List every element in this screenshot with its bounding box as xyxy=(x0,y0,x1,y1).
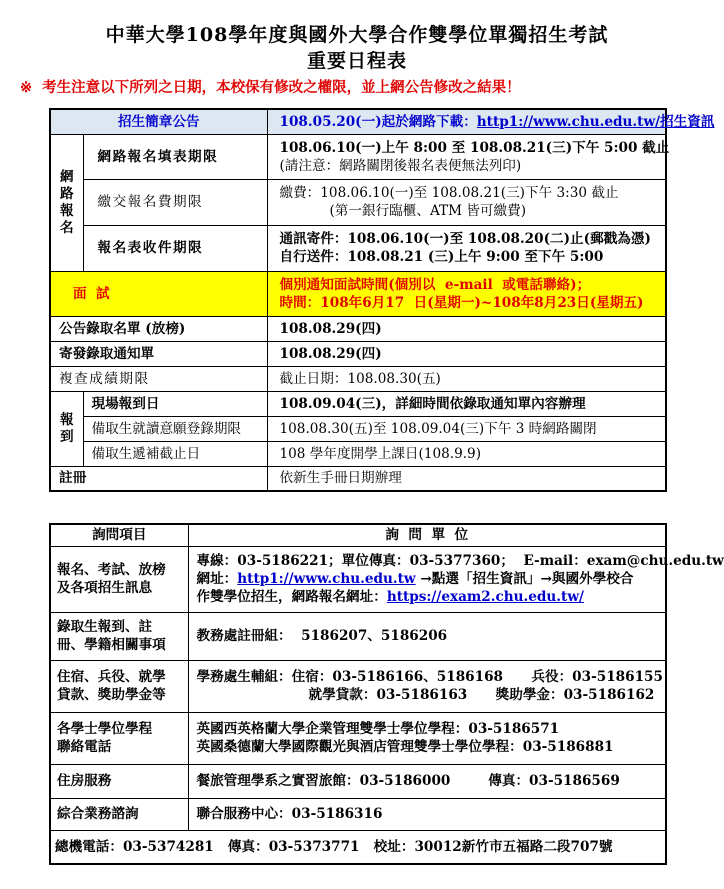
announcement-prefix: 108.05.20(一)起於網路下載： xyxy=(279,113,477,130)
interview-line2: 時間：108年6月17 日(星期一)~108年8月23日(星期五) xyxy=(279,294,644,311)
contact-item xyxy=(50,712,188,764)
contact-footer: 總機電話：03-5374281 傳真：03-5373771 校址：30012新竹市五福路二段707號 xyxy=(50,830,666,864)
waitlist-fill-value: 108 學年度開學上課日(108.9.9) xyxy=(267,441,666,466)
reg-form-deadline-line2: (請注意：網路關閉後報名表便無法列印) xyxy=(279,157,522,174)
contact-item-line: 報名、考試、放榜 xyxy=(57,562,166,578)
website-link[interactable]: http1://www.chu.edu.tw xyxy=(237,571,416,587)
onsite-report-value: 108.09.04(三)，詳細時間依錄取通知單內容辦理 xyxy=(267,391,666,416)
admission-list-value: 108.08.29(四) xyxy=(267,316,666,341)
contact-unit xyxy=(188,660,666,712)
contact-item-line: 貸款、獎助學金等 xyxy=(57,687,166,703)
contact-header-row xyxy=(50,524,666,546)
contact-item xyxy=(50,660,188,712)
contact-unit: 餐旅管理學系之實習旅館：03-5186000 傳真：03-5186569 xyxy=(188,764,666,798)
notice-mail-value: 108.08.29(四) xyxy=(267,341,666,366)
contact-row xyxy=(50,546,666,612)
contact-line: 就學貸款：03-5186163 獎助學金：03-5186162 xyxy=(308,687,655,703)
notice-mark: ※ xyxy=(20,79,33,96)
fee-deadline-label: 繳交報名費期限 xyxy=(83,179,267,225)
form-receipt-line1: 通訊寄件：108.06.10(一)至 108.08.20(二)止(郵戳為憑) xyxy=(279,231,651,247)
contact-row xyxy=(50,764,666,798)
contact-table xyxy=(49,523,724,865)
contact-unit: 教務處註冊組： 5186207、5186206 xyxy=(188,612,666,660)
interview-value xyxy=(267,271,666,316)
contact-item: 住房服務 xyxy=(50,764,188,798)
announcement-row xyxy=(50,109,666,134)
reg-form-deadline-label: 網路報名填表期限 xyxy=(83,134,267,179)
waitlist-intent-label: 備取生就讀意願登錄期限 xyxy=(83,416,267,441)
schedule-table xyxy=(49,108,715,492)
online-registration-group-label: 網 路 報 名 xyxy=(50,134,83,271)
waitlist-intent-value: 108.08.30(五)至 108.09.04(三)下午 3 時網路關閉 xyxy=(267,416,666,441)
online-reg-row-3 xyxy=(50,225,666,271)
contact-row xyxy=(50,612,666,660)
contact-line: 英國西英格蘭大學企業管理雙學士學位學程：03-5186571 xyxy=(196,721,560,737)
admission-list-row xyxy=(50,316,666,341)
score-review-row xyxy=(50,366,666,391)
notice xyxy=(20,76,521,97)
enrollment-value: 依新生手冊日期辦理 xyxy=(267,466,666,491)
form-receipt-deadline-value xyxy=(267,225,666,271)
waitlist-fill-label: 備取生遞補截止日 xyxy=(83,441,267,466)
contact-line: 學務處生輔組：住宿：03-5186166、5186168 兵役：03-5186155 xyxy=(196,669,663,685)
page-title: 中華大學108學年度與國外大學合作雙學位單獨招生考試 xyxy=(105,24,609,46)
contact-unit xyxy=(188,546,724,612)
contact-item-line: 各學士學位學程 xyxy=(57,721,153,737)
online-reg-row-2 xyxy=(50,179,666,225)
contact-item xyxy=(50,546,188,612)
fee-deadline-line1: 繳費：108.06.10(一)至 108.08.21(三)下午 3:30 截止 xyxy=(279,185,619,201)
contact-item-line: 錄取生報到、註 xyxy=(57,619,153,635)
contact-row xyxy=(50,798,666,830)
fee-deadline-line2: (第一銀行臨櫃、ATM 皆可繳費) xyxy=(329,203,527,219)
form-receipt-line2: 自行送件：108.08.21 (三)上午 9:00 至下午 5:00 xyxy=(279,249,604,265)
contact-line: 專線：03-5186221；單位傳真：03-5377360； E-mail：exam@chu.edu.tw xyxy=(196,553,724,569)
contact-item-line: 住宿、兵役、就學 xyxy=(57,669,166,685)
onsite-report-label: 現場報到日 xyxy=(83,391,267,416)
contact-row xyxy=(50,712,666,764)
contact-line: 作雙學位招生，網路報名網址：https://exam2.chu.edu.tw/ xyxy=(196,589,584,605)
notice-text: 考生注意以下所列之日期，本校保有修改之權限，並上網公告修改之結果！ xyxy=(42,79,521,96)
enrollment-label: 註冊 xyxy=(50,466,267,491)
announcement-label: 招生簡章公告 xyxy=(50,109,267,134)
contact-item-line: 聯絡電話 xyxy=(57,739,112,755)
announcement-value xyxy=(267,109,715,134)
contact-item-line: 冊、學籍相關事項 xyxy=(57,637,166,653)
contact-line: 英國桑德蘭大學國際觀光與酒店管理雙學士學位學程：03-5186881 xyxy=(196,739,614,755)
contact-header-unit: 詢 問 單 位 xyxy=(188,524,666,546)
registration-link[interactable]: https://exam2.chu.edu.tw/ xyxy=(386,589,584,605)
contact-item xyxy=(50,612,188,660)
contact-row xyxy=(50,660,666,712)
page-subtitle: 重要日程表 xyxy=(306,50,407,72)
online-reg-row-1 xyxy=(50,134,666,179)
report-row-2 xyxy=(50,416,666,441)
contact-header-item: 詢問項目 xyxy=(50,524,188,546)
contact-line: 網址：http1://www.chu.edu.tw →點選「招生資訊」→與國外學校合 xyxy=(196,571,634,587)
enrollment-row xyxy=(50,466,666,491)
interview-label: 面 試 xyxy=(50,271,267,316)
contact-item: 綜合業務諮詢 xyxy=(50,798,188,830)
fee-deadline-value xyxy=(267,179,666,225)
reg-form-deadline-value xyxy=(267,134,670,179)
interview-line1: 個別通知面試時間(個別以 e-mail 或電話聯絡)； xyxy=(279,276,591,293)
contact-unit: 聯合服務中心：03-5186316 xyxy=(188,798,666,830)
admission-list-label: 公告錄取名單 (放榜) xyxy=(50,316,267,341)
notice-mail-row xyxy=(50,341,666,366)
report-row-3 xyxy=(50,441,666,466)
report-group-label: 報 到 xyxy=(50,391,83,466)
form-receipt-deadline-label: 報名表收件期限 xyxy=(83,225,267,271)
contact-footer-row xyxy=(50,830,666,864)
contact-item-line: 及各項招生訊息 xyxy=(57,580,153,596)
interview-row xyxy=(50,271,666,316)
report-row-1 xyxy=(50,391,666,416)
score-review-label: 複查成績期限 xyxy=(50,366,267,391)
reg-form-deadline-line1: 108.06.10(一)上午 8:00 至 108.08.21(三)下午 5:00 截止 xyxy=(279,139,670,156)
contact-unit xyxy=(188,712,666,764)
notice-mail-label: 寄發錄取通知單 xyxy=(50,341,267,366)
score-review-value: 截止日期：108.08.30(五) xyxy=(267,366,666,391)
announcement-link[interactable]: http1://www.chu.edu.tw/招生資訊 xyxy=(476,113,715,130)
